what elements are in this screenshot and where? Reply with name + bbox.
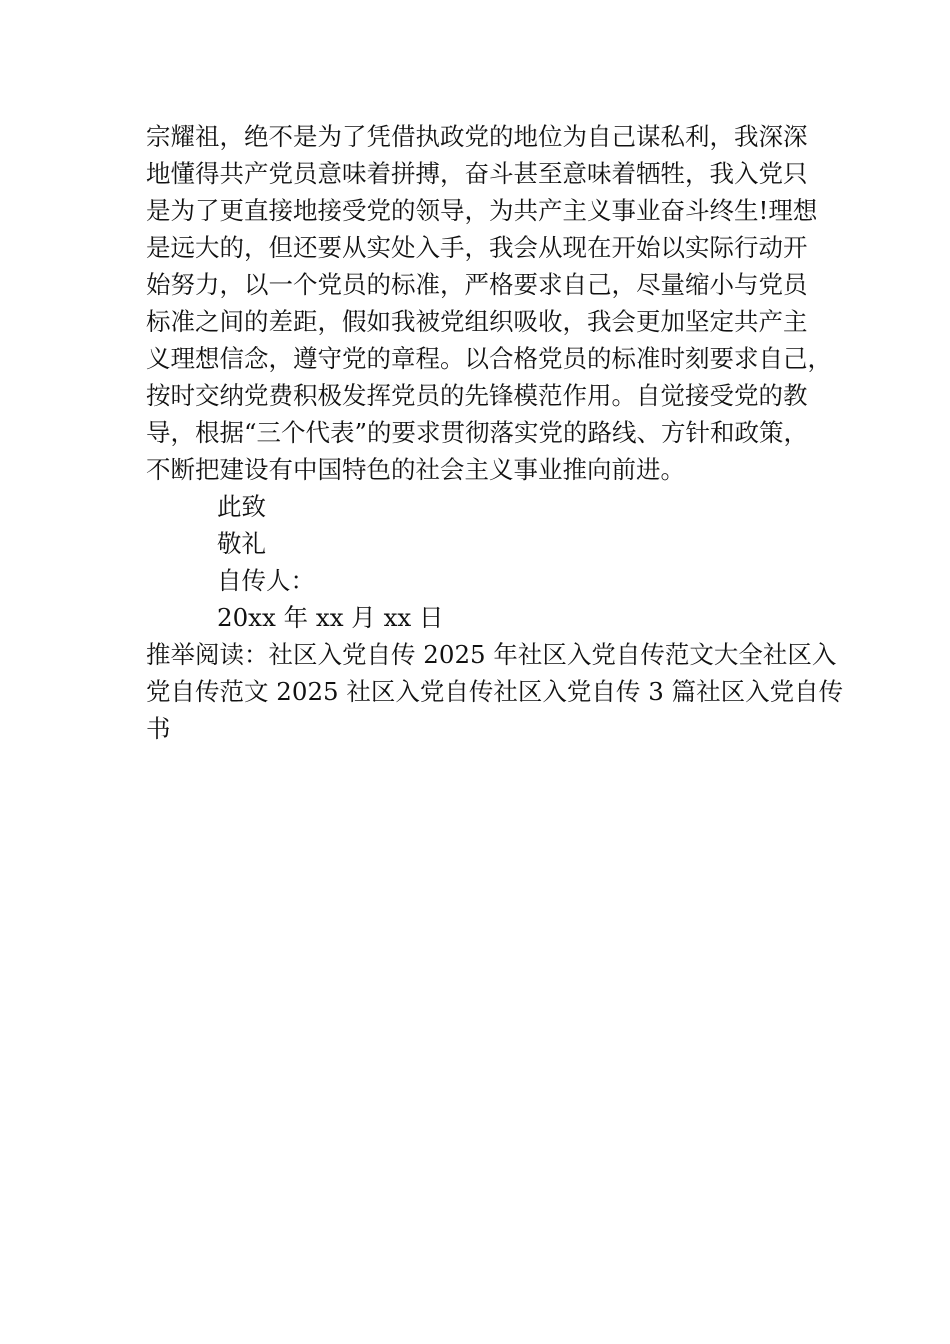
recommended-reading-line: 推举阅读：社区入党自传 2025 年社区入党自传范文大全社区入 bbox=[146, 640, 837, 669]
body-line: 始努力，以一个党员的标准，严格要求自己，尽量缩小与党员 bbox=[146, 270, 808, 299]
closing-salutation-1: 此致 bbox=[217, 492, 266, 521]
body-line: 导，根据“三个代表”的要求贯彻落实党的路线、方针和政策， bbox=[146, 418, 809, 447]
document-date: 20xx 年 xx 月 xx 日 bbox=[217, 603, 444, 632]
author-label: 自传人： bbox=[217, 566, 315, 595]
body-line: 义理想信念，遵守党的章程。以合格党员的标准时刻要求自己， bbox=[146, 344, 832, 373]
recommended-reading-line: 党自传范文 2025 社区入党自传社区入党自传 3 篇社区入党自传 bbox=[146, 677, 844, 706]
body-line: 不断把建设有中国特色的社会主义事业推向前进。 bbox=[146, 455, 685, 484]
body-line: 是为了更直接地接受党的领导，为共产主义事业奋斗终生!理想 bbox=[146, 196, 818, 225]
document-text bbox=[146, 118, 844, 747]
body-line: 标准之间的差距，假如我被党组织吸收，我会更加坚定共产主 bbox=[146, 307, 808, 336]
body-line: 是远大的，但还要从实处入手，我会从现在开始以实际行动开 bbox=[146, 233, 808, 262]
recommended-reading-line: 书 bbox=[146, 714, 171, 743]
body-line: 地懂得共产党员意味着拼搏，奋斗甚至意味着牺牲，我入党只 bbox=[146, 159, 808, 188]
body-line: 按时交纳党费积极发挥党员的先锋模范作用。自觉接受党的教 bbox=[146, 381, 808, 410]
closing-salutation-2: 敬礼 bbox=[217, 529, 266, 558]
body-line: 宗耀祖，绝不是为了凭借执政党的地位为自己谋私利，我深深 bbox=[146, 122, 808, 151]
